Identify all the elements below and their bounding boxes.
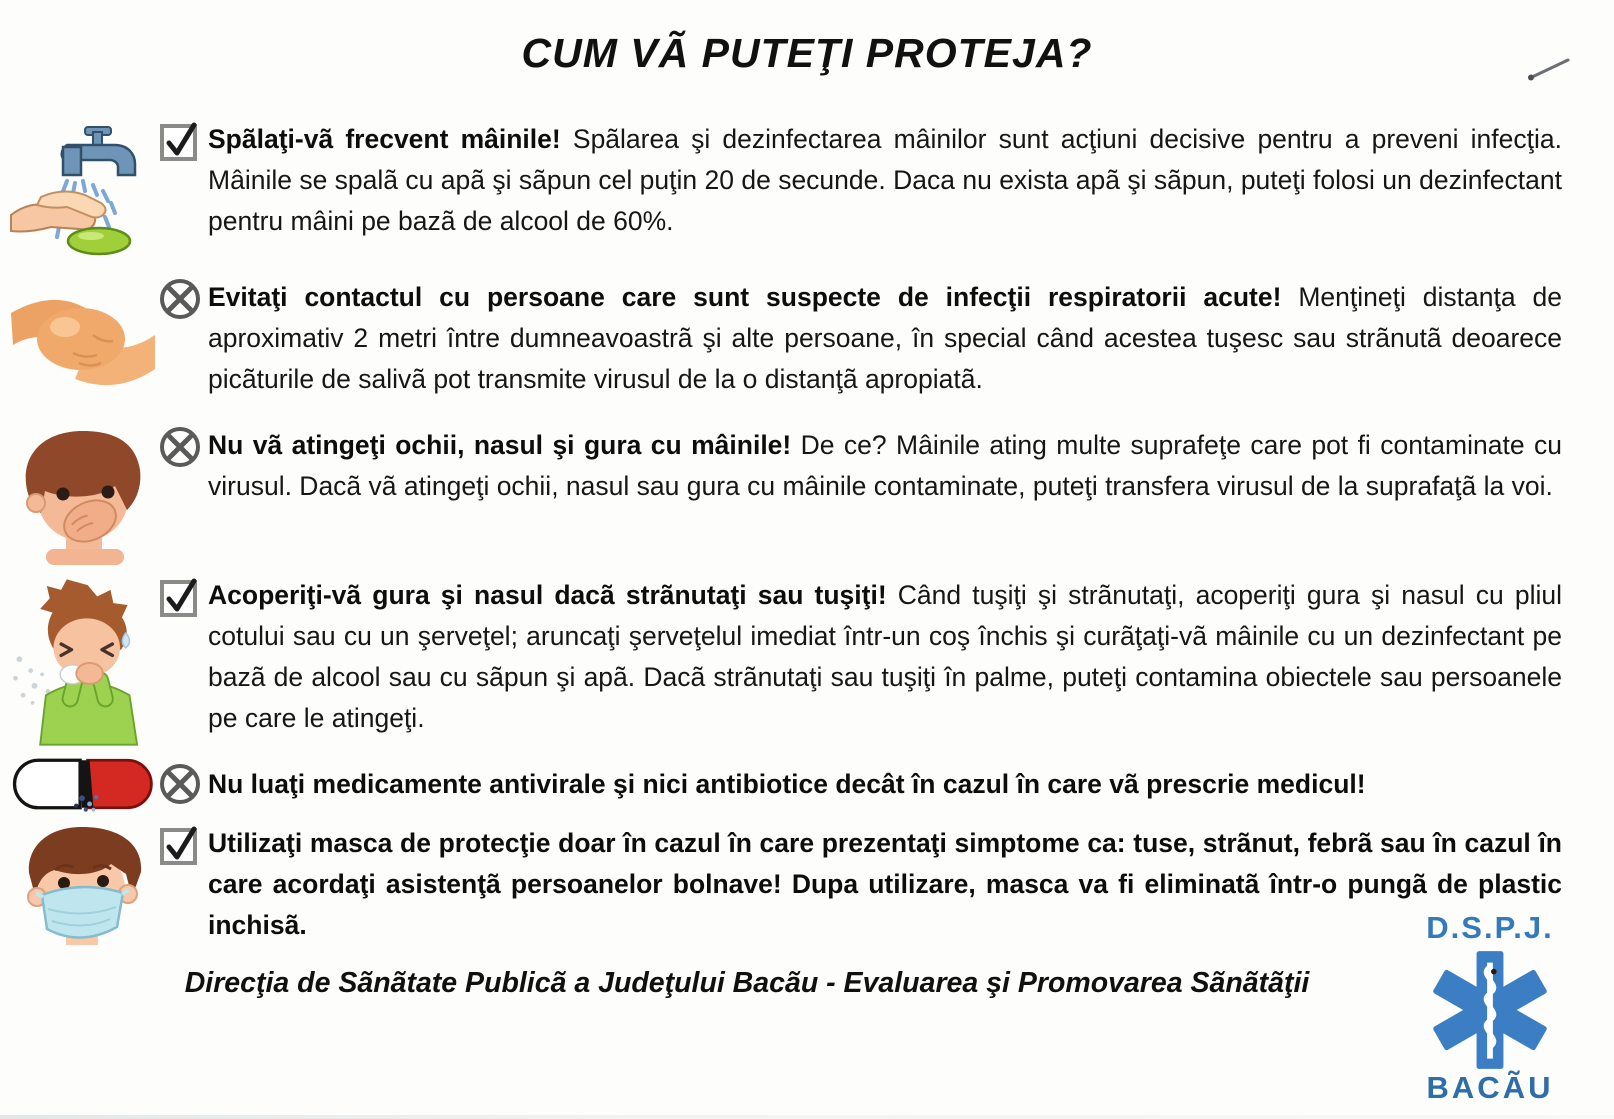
checkbox-checked-icon — [158, 119, 202, 163]
sneezing-person-icon — [6, 575, 158, 751]
face-touching-icon — [6, 425, 158, 565]
advice-text: Nu vã atingeţi ochii, nasul şi gura cu mâinile! De ce? Mâinile ating multe suprafeţe care pot fi contaminate cu virusul. Dacã vã atingeţi ochii, nasul sau gura cu mâinile contaminate, puteţi transfera virusul de la suprafaţã la voi. — [208, 430, 1562, 501]
advice-row-no-face-touch — [0, 425, 1614, 565]
scan-edge — [0, 1115, 1614, 1119]
advice-row-no-antivirals — [0, 753, 1614, 815]
advice-row-mask-use — [0, 823, 1614, 955]
crossed-circle-icon — [158, 277, 202, 321]
crossed-circle-icon — [158, 762, 202, 806]
advice-text: Nu luaţi medicamente antivirale şi nici antibiotice decât în cazul în care vã prescrie medicul! — [208, 768, 1366, 799]
pill-capsule-icon — [6, 753, 158, 815]
checkbox-checked-icon — [158, 823, 202, 867]
handshake-icon — [6, 277, 158, 405]
face-mask-icon — [6, 823, 158, 955]
dspj-bacau-logo — [1392, 910, 1588, 1106]
advice-row-cover-sneeze — [0, 575, 1614, 751]
crossed-circle-icon — [158, 425, 202, 469]
issuer-line: Direcţia de Sãnãtate Publicã a Judeţului Bacãu - Evaluarea şi Promovarea Sãnãtãţii — [184, 967, 1310, 999]
advice-text: Utilizaţi masca de protecţie doar în cazul în care prezentaţi simptome ca: tuse, strãnut, febrã sau în cazul în care acordaţi asistenţã persoanelor bolnave! Dupa utilizare, masca va fi eliminatã într-o pungã de plastic inchisã. — [208, 828, 1562, 940]
advice-row-avoid-contact — [0, 277, 1614, 405]
logo-bottom-text: BACÃU — [1426, 1070, 1554, 1105]
handwashing-icon — [6, 119, 158, 261]
checkbox-checked-icon — [158, 575, 202, 619]
star-of-life-icon — [1425, 946, 1555, 1074]
advice-text: Spãlaţi-vã frecvent mâinile! Spãlarea şi dezinfectarea mâinilor sunt acţiuni decisive pentru a preveni infecţia. Mâinile se spalã cu apã şi sãpun cel puţin 20 de secunde. Daca nu exista apã şi sãpun, puteţi folosi un dezinfectant pentru mâini pe bazã de alcool de 60%. — [208, 124, 1562, 236]
advice-text: Acoperiţi-vã gura şi nasul dacã strãnutaţi sau tuşiţi! Când tuşiţi şi strãnutaţi, acoperiţi gura şi nasul cu pliul cotului sau cu un şerveţel; aruncaţi şerveţelul imediat într-un coş închis şi curãţaţi-vã mâinile cu un dezinfectant pe bazã de alcool sau cu sãpun şi apã. Dacã strãnutaţi sau tuşiţi în palme, puteţi contamina obiectele sau persoanele pe care le atingeţi. — [208, 580, 1562, 733]
logo-top-text: D.S.P.J. — [1426, 910, 1554, 945]
health-poster — [0, 30, 1614, 1119]
pen-mark — [1522, 56, 1574, 82]
advice-row-wash-hands — [0, 119, 1614, 261]
advice-text: Evitaţi contactul cu persoane care sunt suspecte de infecţii respiratorii acute! Menţineţi distanţa de aproximativ 2 metri între dumneavoastrã şi alte persoane, în special când acestea tuşesc sau strãnutã deoarece picãturile de salivã pot transmite virusul de la o distanţã apropiatã. — [208, 282, 1562, 394]
page-title: CUM VÃ PUTEŢI PROTEJA? — [521, 30, 1093, 76]
